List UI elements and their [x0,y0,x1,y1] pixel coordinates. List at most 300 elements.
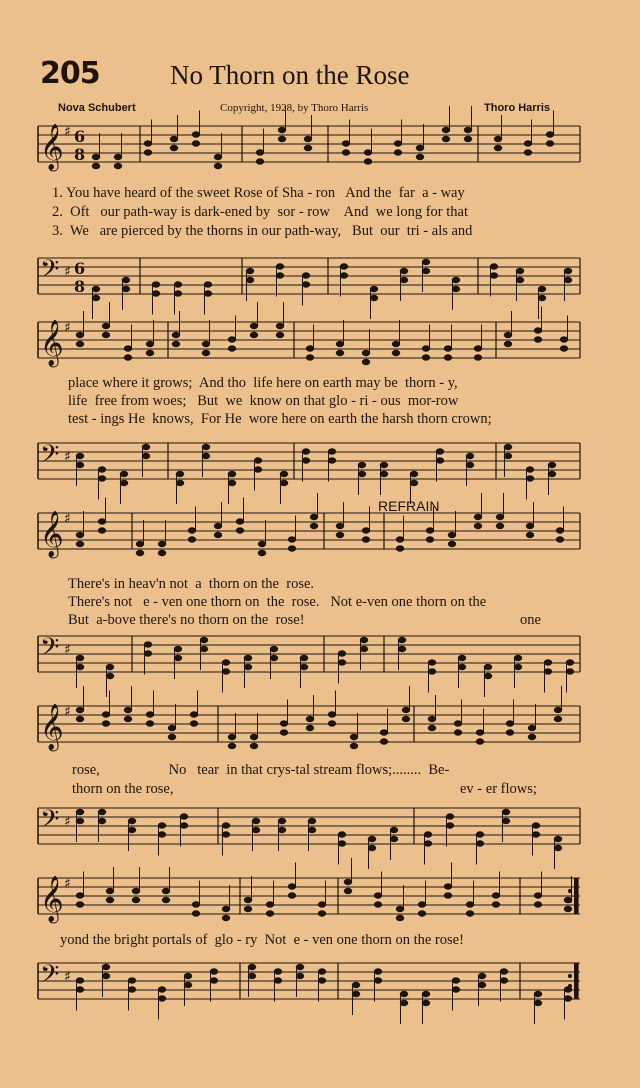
note-head [288,546,296,552]
note-head [188,528,196,534]
note-head [158,996,166,1002]
note-head [162,888,170,894]
note-head [514,655,522,661]
note-head [444,884,452,890]
note-head [128,818,136,824]
note-head [426,537,434,543]
note-head [170,136,178,142]
lyric-line: thorn on the rose, [72,781,174,797]
note-head [214,532,222,538]
note-head [190,712,198,718]
note-head [270,655,278,661]
note-head [296,964,304,970]
note-head [102,721,110,727]
note-head [172,341,180,347]
note-head [222,669,230,675]
note-head [76,453,84,459]
note-head [280,721,288,727]
note-head [454,721,462,727]
note-head [474,523,482,529]
note-head [152,282,160,288]
note-head [266,911,274,917]
note-head [278,827,286,833]
treble-clef: 𝄞 [40,704,64,750]
note-head [400,277,408,283]
note-head [496,523,504,529]
note-head [390,827,398,833]
key-signature-sharp: ♯ [64,642,71,658]
note-head [132,888,140,894]
note-head [416,145,424,151]
note-head [496,514,504,520]
note-head [448,532,456,538]
note-head [76,818,84,824]
note-head [202,341,210,347]
note-head [258,541,266,547]
note-head [370,286,378,292]
note-head [338,832,346,838]
time-signature: 8 [74,145,86,164]
note-head [452,987,460,993]
note-head [228,346,236,352]
note-head [250,734,258,740]
note-head [422,991,430,997]
note-head [222,915,230,921]
note-head [362,528,370,534]
note-head [556,528,564,534]
note-head [524,141,532,147]
note-head [132,897,140,903]
hymn-title: No Thorn on the Rose [170,60,410,90]
note-head [418,911,426,917]
note-head [120,471,128,477]
note-head [452,286,460,292]
note-head [228,337,236,343]
note-head [214,154,222,160]
note-head [566,669,574,675]
note-head [478,982,486,988]
note-head [288,893,296,899]
note-head [524,150,532,156]
note-head [352,982,360,988]
note-head [564,268,572,274]
note-head [98,818,106,824]
note-head [174,282,182,288]
note-head [202,350,210,356]
note-head [466,902,474,908]
note-head [278,818,286,824]
treble-clef: 𝄞 [40,511,64,557]
note-head [276,332,284,338]
note-head [92,295,100,301]
note-head [544,660,552,666]
note-head [504,453,512,459]
note-head [394,141,402,147]
note-head [422,268,430,274]
note-head [564,996,572,1002]
note-head [374,893,382,899]
lyricist-credit: Nova Schubert [58,102,136,114]
note-head [76,664,84,670]
note-head [258,550,266,556]
time-signature: 6 [74,127,86,146]
time-signature: 8 [74,277,86,296]
note-head [526,532,534,538]
note-head [236,519,244,525]
note-head [506,730,514,736]
note-head [400,1000,408,1006]
note-head [120,480,128,486]
note-head [188,537,196,543]
note-head [318,902,326,908]
note-head [380,462,388,468]
note-head [168,734,176,740]
note-head [368,845,376,851]
note-head [210,978,218,984]
note-head [106,888,114,894]
lyric-fragment: ev - er flows; [460,781,537,797]
note-head [398,637,406,643]
note-head [222,660,230,666]
note-head [396,537,404,543]
note-head [476,841,484,847]
note-head [168,725,176,731]
note-head [280,730,288,736]
note-head [76,341,84,347]
key-signature-sharp: ♯ [64,511,71,527]
note-head [300,664,308,670]
note-head [500,969,508,975]
lyric-line: 2. Oft our path-way is dark-ened by sor - row And we long for that [52,204,468,220]
note-head [556,537,564,543]
note-head [502,818,510,824]
note-head [458,655,466,661]
note-head [128,987,136,993]
note-head [464,136,472,142]
note-head [124,355,132,361]
note-head [202,453,210,459]
note-head [250,323,258,329]
note-head [76,332,84,338]
note-head [306,725,314,731]
note-head [228,471,236,477]
lyric-fragment: one [520,612,541,628]
note-head [364,150,372,156]
note-head [458,664,466,670]
note-head [228,480,236,486]
note-head [192,911,200,917]
note-head [98,476,106,482]
note-head [152,291,160,297]
note-head [296,973,304,979]
hymn-number: 205 [40,56,100,91]
note-head [302,273,310,279]
note-head [102,332,110,338]
note-head [564,906,572,912]
note-head [484,673,492,679]
note-head [246,277,254,283]
note-head [526,467,534,473]
note-head [76,532,84,538]
note-head [532,832,540,838]
note-head [396,546,404,552]
note-head [288,884,296,890]
note-head [492,893,500,899]
note-head [534,902,542,908]
note-head [336,532,344,538]
note-head [304,145,312,151]
note-head [380,739,388,745]
note-head [222,832,230,838]
note-head [122,286,130,292]
note-head [222,823,230,829]
note-head [102,964,110,970]
bass-clef: 𝄢 [40,255,60,290]
note-head [494,136,502,142]
note-head [474,346,482,352]
note-head [302,458,310,464]
lyric-line: But a-bove there's no thorn on the rose! [68,612,305,628]
note-head [158,832,166,838]
note-head [466,911,474,917]
note-head [76,809,84,815]
note-head [358,471,366,477]
note-head [136,541,144,547]
note-head [554,845,562,851]
note-head [396,906,404,912]
note-head [352,991,360,997]
note-head [504,444,512,450]
key-signature-sharp: ♯ [64,320,71,336]
note-head [252,818,260,824]
note-head [250,743,258,749]
note-head [158,823,166,829]
note-head [428,725,436,731]
note-head [362,359,370,365]
note-head [446,823,454,829]
note-head [248,964,256,970]
note-head [548,471,556,477]
note-head [564,987,572,993]
note-head [304,136,312,142]
note-head [428,716,436,722]
note-head [144,642,152,648]
note-head [554,836,562,842]
note-head [102,973,110,979]
note-head [146,721,154,727]
note-head [244,655,252,661]
note-head [276,323,284,329]
note-head [254,467,262,473]
refrain-label: REFRAIN [378,498,440,514]
note-head [76,541,84,547]
note-head [554,707,562,713]
note-head [446,814,454,820]
note-head [560,337,568,343]
note-head [336,350,344,356]
note-head [492,902,500,908]
note-head [222,906,230,912]
note-head [436,458,444,464]
note-head [158,541,166,547]
note-head [136,550,144,556]
note-head [528,734,536,740]
note-head [174,646,182,652]
note-head [106,897,114,903]
note-head [500,978,508,984]
note-head [174,291,182,297]
note-head [564,277,572,283]
note-head [328,712,336,718]
note-head [422,1000,430,1006]
note-head [396,915,404,921]
note-head [342,141,350,147]
note-head [380,730,388,736]
note-head [146,350,154,356]
note-head [476,739,484,745]
note-head [308,827,316,833]
note-head [370,295,378,301]
note-head [210,969,218,975]
note-head [76,707,84,713]
note-head [114,163,122,169]
note-head [142,444,150,450]
key-signature-sharp: ♯ [64,814,71,830]
note-head [546,141,554,147]
lyric-line: rose, No tear in that crys-tal stream flows;........ Be- [72,762,450,778]
note-head [554,716,562,722]
note-head [254,458,262,464]
note-head [538,286,546,292]
note-head [394,150,402,156]
note-head [374,978,382,984]
note-head [502,809,510,815]
note-head [416,154,424,160]
note-head [426,528,434,534]
note-head [278,136,286,142]
note-head [390,836,398,842]
note-head [364,159,372,165]
note-head [362,537,370,543]
note-head [398,646,406,652]
note-head [534,893,542,899]
note-head [442,127,450,133]
note-head [98,467,106,473]
note-head [392,350,400,356]
note-head [76,902,84,908]
note-head [76,716,84,722]
note-head [98,809,106,815]
note-head [256,150,264,156]
note-head [214,523,222,529]
key-signature-sharp: ♯ [64,264,71,280]
note-head [158,987,166,993]
composer-credit: Thoro Harris [484,102,551,114]
note-head [214,163,222,169]
note-head [374,902,382,908]
note-head [338,651,346,657]
note-head [476,730,484,736]
note-head [350,734,358,740]
note-head [310,514,318,520]
note-head [444,346,452,352]
lyric-line: There's not e - ven one thorn on the rose. Not e-ven one thorn on the [68,594,487,610]
bass-clef: 𝄢 [40,805,60,840]
note-head [180,814,188,820]
note-head [422,259,430,265]
treble-clef: 𝄞 [40,124,64,170]
note-head [228,734,236,740]
note-head [144,141,152,147]
note-head [202,444,210,450]
note-head [204,291,212,297]
note-head [338,660,346,666]
note-head [270,646,278,652]
note-head [236,528,244,534]
note-head [504,341,512,347]
note-head [546,132,554,138]
note-head [306,355,314,361]
note-head [190,721,198,727]
note-head [144,150,152,156]
note-head [76,987,84,993]
note-head [184,982,192,988]
note-head [76,893,84,899]
note-head [274,969,282,975]
note-head [374,969,382,975]
note-head [474,355,482,361]
note-head [144,651,152,657]
note-head [526,523,534,529]
note-head [548,462,556,468]
note-head [124,716,132,722]
note-head [200,646,208,652]
note-head [244,897,252,903]
note-head [490,264,498,270]
note-head [252,827,260,833]
lyric-line: 1. You have heard of the sweet Rose of Sha - ron And the far a - way [52,185,465,201]
note-head [560,346,568,352]
note-head [442,136,450,142]
note-head [318,911,326,917]
bass-clef: 𝄢 [40,633,60,668]
note-head [146,712,154,718]
note-head [350,743,358,749]
note-head [328,721,336,727]
note-head [566,660,574,666]
note-head [288,537,296,543]
note-head [514,664,522,670]
note-head [380,471,388,477]
treble-clef: 𝄞 [40,320,64,366]
note-head [506,721,514,727]
note-head [534,1000,542,1006]
note-head [340,273,348,279]
note-head [342,150,350,156]
note-head [170,145,178,151]
note-head [114,154,122,160]
note-head [410,480,418,486]
note-head [526,476,534,482]
note-head [158,550,166,556]
note-head [424,832,432,838]
note-head [192,132,200,138]
note-head [192,902,200,908]
bass-clef: 𝄢 [40,440,60,475]
note-head [306,346,314,352]
note-head [102,712,110,718]
note-head [92,286,100,292]
